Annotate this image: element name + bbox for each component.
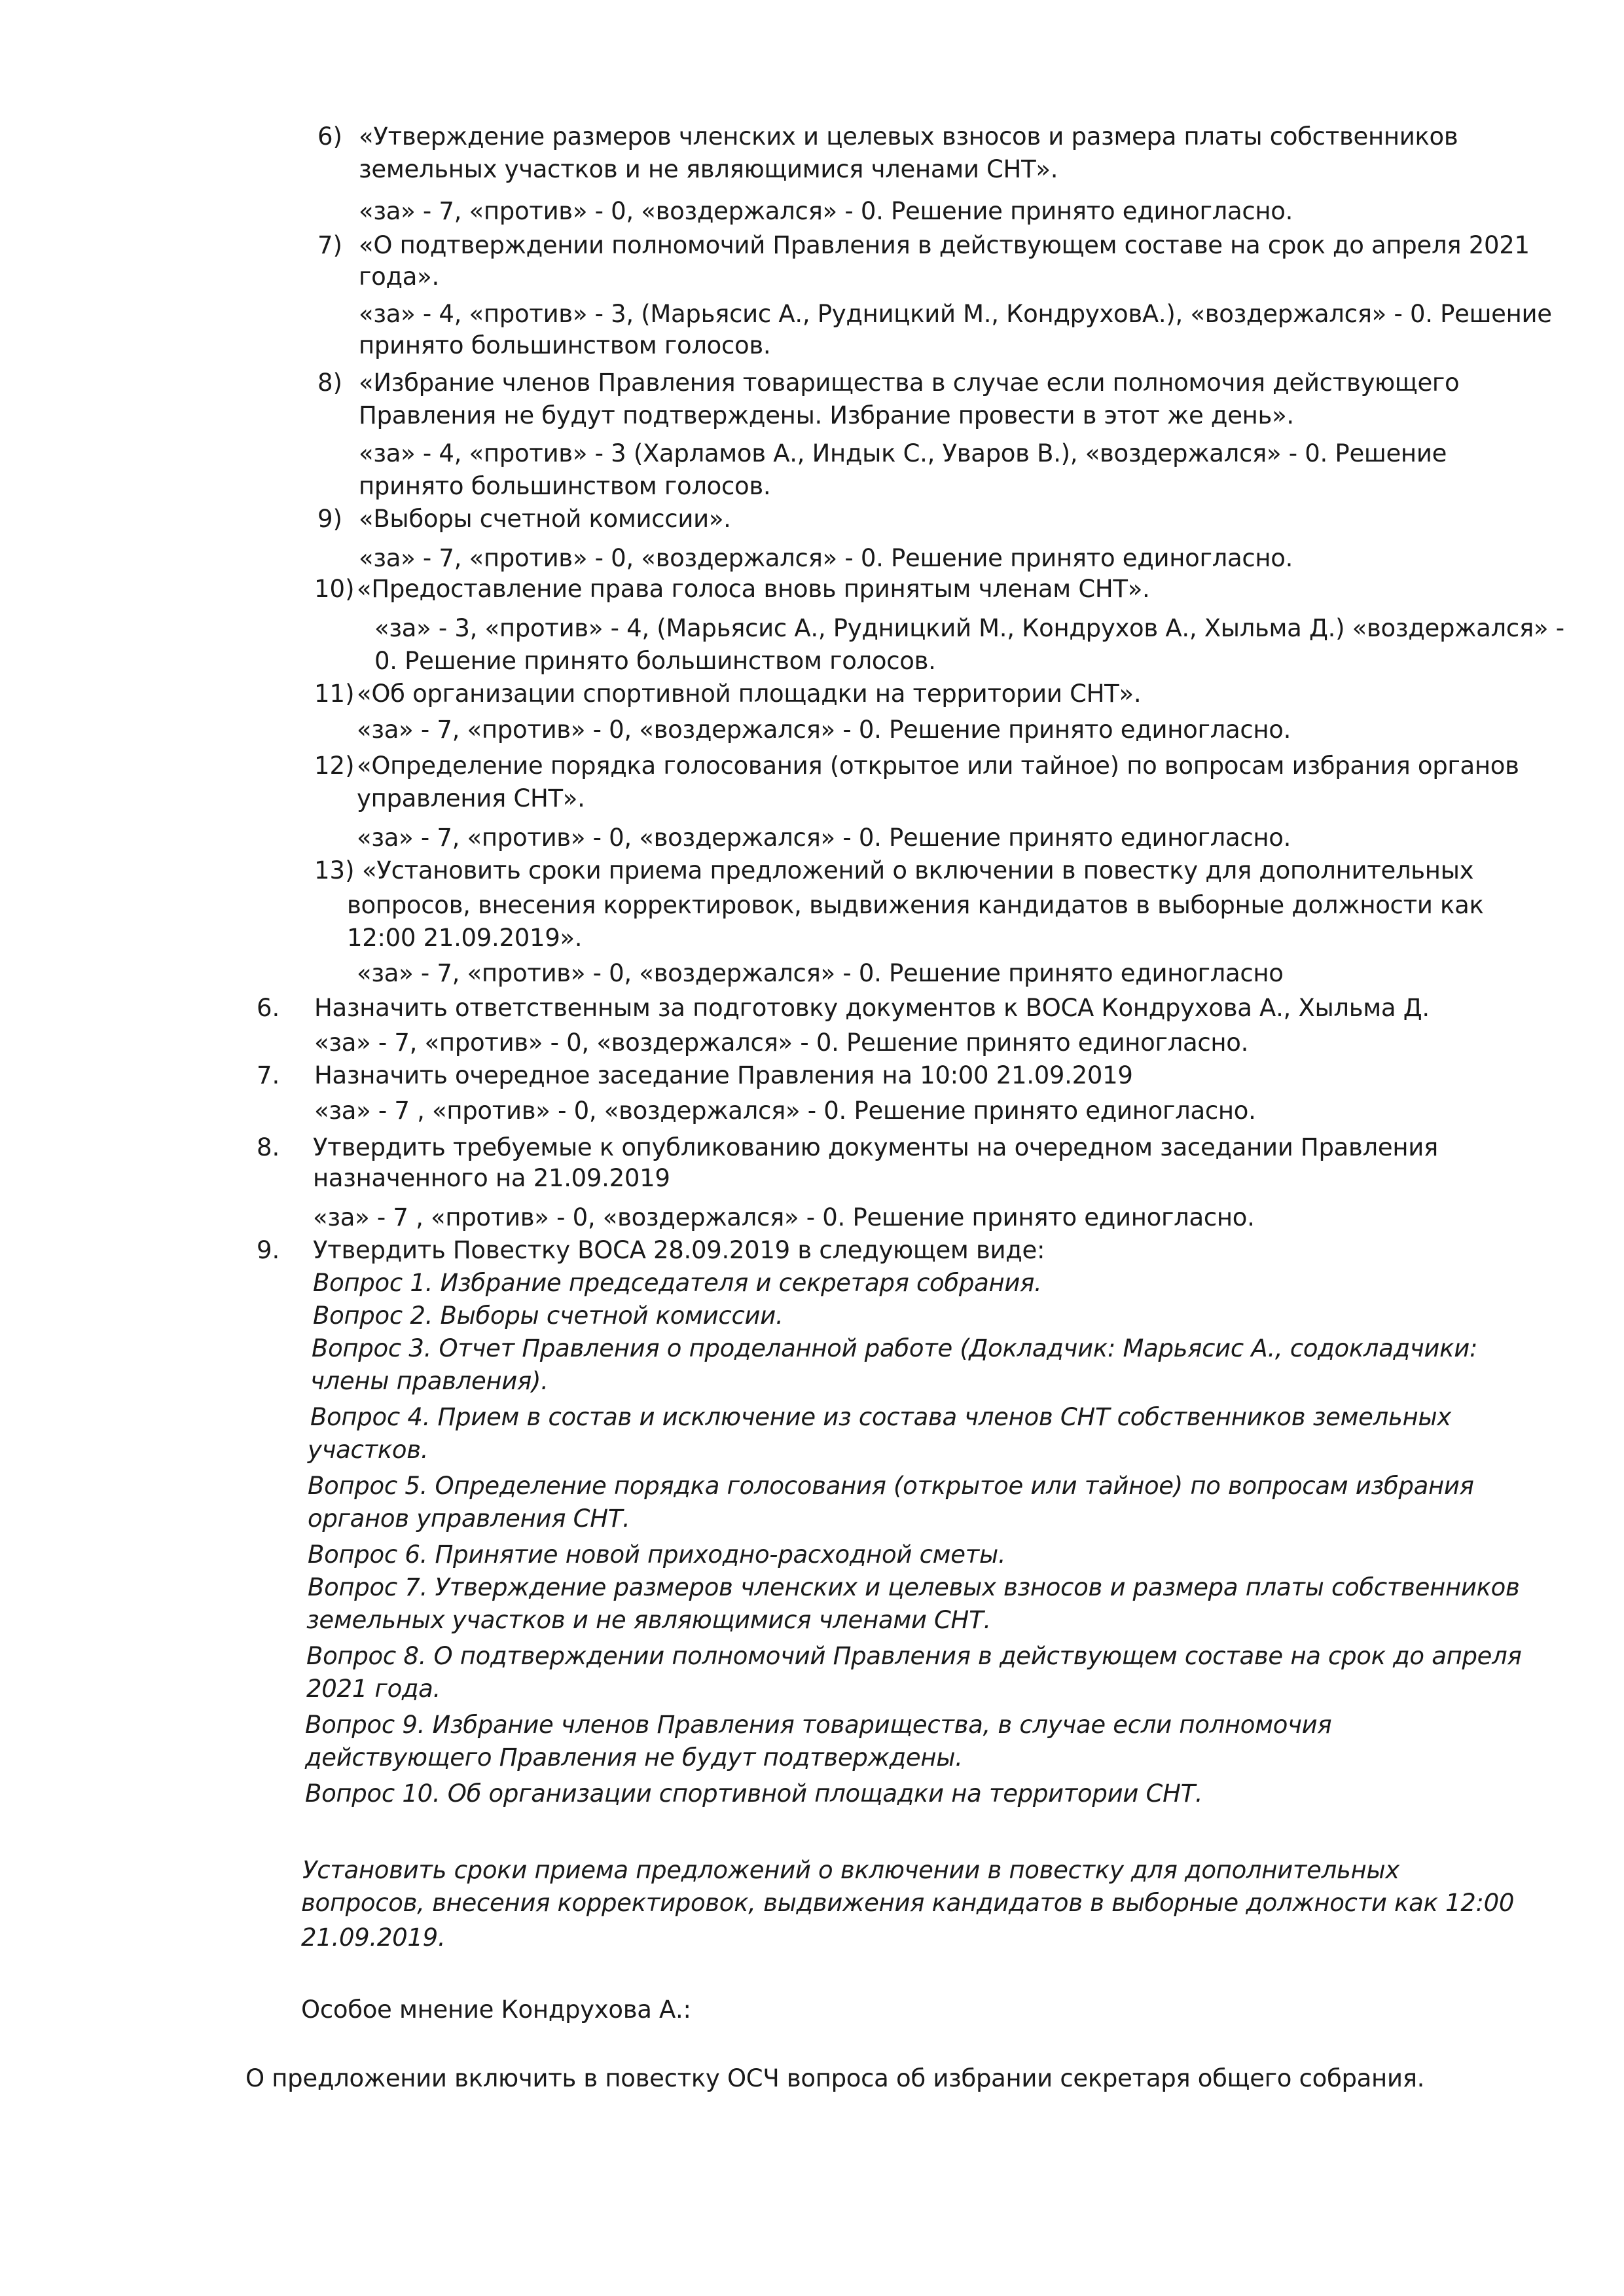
vote-result: «за» - 7, «против» - 0, «воздержался» - 0. Решение принято единогласно. xyxy=(359,197,1293,225)
subitem-text: вопросов, внесения корректировок, выдвижения кандидатов в выборные должности как xyxy=(347,891,1484,919)
item-number: 6. xyxy=(257,994,280,1022)
subitem-text: управления СНТ». xyxy=(357,784,585,812)
agenda-line: Вопрос 9. Избрание членов Правления товарищества, в случае если полномочия xyxy=(305,1711,1332,1739)
subitem-text: Правления не будут подтверждены. Избрание провести в этот же день». xyxy=(359,401,1294,429)
vote-result: принято большинством голосов. xyxy=(359,472,771,500)
agenda-line: Вопрос 3. Отчет Правления о проделанной работе (Докладчик: Марьясис А., содокладчики: xyxy=(312,1334,1478,1362)
subitem-text: «Установить сроки приема предложений о включении в повестку для дополнительных xyxy=(362,856,1474,884)
vote-result: «за» - 7 , «против» - 0, «воздержался» - 0. Решение принято единогласно. xyxy=(313,1203,1255,1231)
agenda-line: 2021 года. xyxy=(306,1675,441,1703)
subitem-number: 7) xyxy=(317,231,342,259)
vote-result: «за» - 7, «против» - 0, «воздержался» - 0. Решение принято единогласно. xyxy=(357,824,1291,852)
agenda-line: Вопрос 7. Утверждение размеров членских и целевых взносов и размера платы собственников xyxy=(308,1573,1520,1601)
vote-result: «за» - 7, «против» - 0, «воздержался» - 0. Решение принято единогласно xyxy=(357,959,1284,987)
agenda-line: Вопрос 2. Выборы счетной комиссии. xyxy=(313,1302,784,1330)
item-text: назначенного на 21.09.2019 xyxy=(313,1164,670,1192)
subitem-text: земельных участков и не являющимися членами СНТ». xyxy=(359,155,1058,183)
vote-result: «за» - 3, «против» - 4, (Марьясис А., Рудницкий М., Кондрухов А., Хыльма Д.) «воздержался» - xyxy=(374,614,1564,642)
item-number: 9. xyxy=(257,1236,280,1264)
opinion-title: Особое мнение Кондрухова А.: xyxy=(301,1995,691,2024)
item-text: Назначить ответственным за подготовку документов к ВОСА Кондрухова А., Хыльма Д. xyxy=(314,994,1430,1022)
vote-result: «за» - 7, «против» - 0, «воздержался» - 0. Решение принято единогласно. xyxy=(359,544,1293,572)
agenda-line: Вопрос 8. О подтверждении полномочий Правления в действующем составе на срок до апреля xyxy=(306,1642,1522,1670)
subitem-text: 12:00 21.09.2019». xyxy=(347,924,583,952)
vote-result: «за» - 7, «против» - 0, «воздержался» - 0. Решение принято единогласно. xyxy=(357,716,1291,744)
subitem-text: «Утверждение размеров членских и целевых взносов и размера платы собственников xyxy=(359,122,1458,151)
vote-result: «за» - 4, «против» - 3 (Харламов А., Индык С., Уваров В.), «воздержался» - 0. Решение xyxy=(359,439,1447,467)
deadline-text: Установить сроки приема предложений о включении в повестку для дополнительных xyxy=(302,1856,1399,1884)
item-text: Утвердить Повестку ВОСА 28.09.2019 в следующем виде: xyxy=(313,1236,1045,1264)
agenda-line: участков. xyxy=(308,1436,429,1464)
agenda-line: члены правления). xyxy=(310,1367,549,1395)
item-text: Назначить очередное заседание Правления на 10:00 21.09.2019 xyxy=(314,1061,1133,1089)
subitem-number: 11) xyxy=(314,680,355,708)
agenda-line: действующего Правления не будут подтверждены. xyxy=(305,1743,963,1772)
vote-result: «за» - 4, «против» - 3, (Марьясис А., Рудницкий М., КондруховА.), «воздержался» - 0. Решение xyxy=(359,300,1552,328)
agenda-line: Вопрос 5. Определение порядка голосования (открытое или тайное) по вопросам избрания xyxy=(308,1472,1474,1500)
subitem-text: «О подтверждении полномочий Правления в действующем составе на срок до апреля 2021 xyxy=(359,231,1530,259)
agenda-line: Вопрос 6. Принятие новой приходно-расходной сметы. xyxy=(308,1540,1006,1569)
item-number: 7. xyxy=(257,1061,280,1089)
subitem-text: «Определение порядка голосования (открытое или тайное) по вопросам избрания органов xyxy=(357,752,1519,780)
deadline-text: вопросов, внесения корректировок, выдвижения кандидатов в выборные должности как 12:00 xyxy=(301,1889,1515,1917)
vote-result: принято большинством голосов. xyxy=(359,331,771,359)
agenda-line: Вопрос 4. Прием в состав и исключение из состава членов СНТ собственников земельных xyxy=(310,1403,1451,1431)
subitem-text: «Выборы счетной комиссии». xyxy=(359,505,731,533)
agenda-line: Вопрос 1. Избрание председателя и секретаря собрания. xyxy=(313,1269,1042,1297)
subitem-number: 12) xyxy=(314,752,355,780)
item-number: 8. xyxy=(257,1133,280,1161)
agenda-line: органов управления СНТ. xyxy=(308,1504,630,1533)
vote-result: «за» - 7 , «против» - 0, «воздержался» - 0. Решение принято единогласно. xyxy=(314,1097,1256,1125)
agenda-line: земельных участков и не являющимися членами СНТ. xyxy=(306,1606,991,1634)
subitem-number: 6) xyxy=(317,122,342,151)
subitem-number: 10) xyxy=(314,575,355,603)
item-text: Утвердить требуемые к опубликованию документы на очередном заседании Правления xyxy=(313,1133,1438,1161)
vote-result: 0. Решение принято большинством голосов. xyxy=(374,647,936,675)
subitem-text: года». xyxy=(359,263,439,291)
subitem-number: 8) xyxy=(317,369,342,397)
subitem-text: «Избрание членов Правления товарищества в случае если полномочия действующего xyxy=(359,369,1460,397)
subitem-text: «Предоставление права голоса вновь принятым членам СНТ». xyxy=(357,575,1150,603)
subitem-text: «Об организации спортивной площадки на территории СНТ». xyxy=(357,680,1142,708)
subitem-number: 13) xyxy=(314,856,355,884)
agenda-line: Вопрос 10. Об организации спортивной площадки на территории СНТ. xyxy=(305,1779,1203,1808)
opinion-text: О предложении включить в повестку ОСЧ вопроса об избрании секретаря общего собрания. xyxy=(245,2064,1425,2092)
subitem-number: 9) xyxy=(317,505,342,533)
deadline-text: 21.09.2019. xyxy=(301,1923,446,1952)
vote-result: «за» - 7, «против» - 0, «воздержался» - 0. Решение принято единогласно. xyxy=(314,1029,1249,1057)
